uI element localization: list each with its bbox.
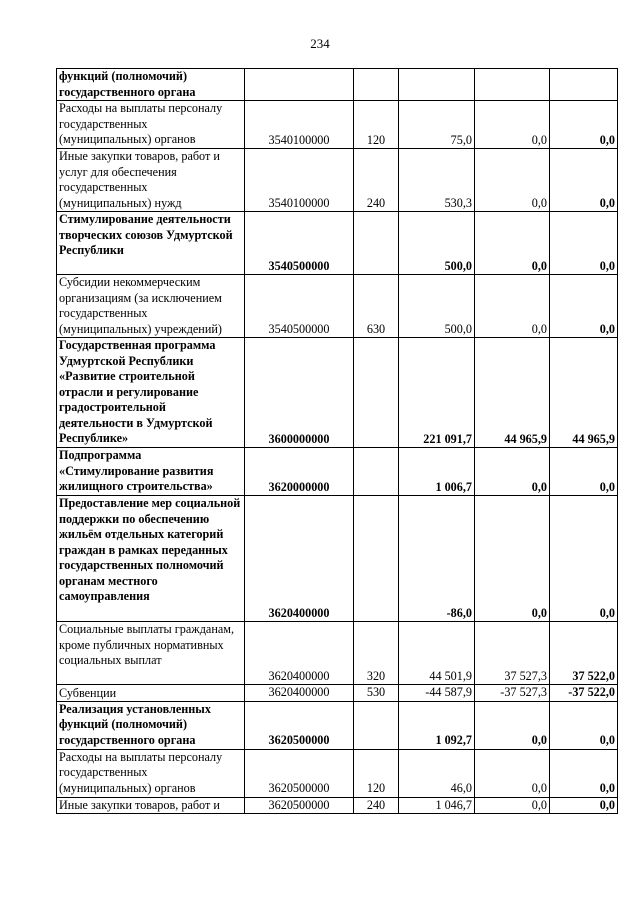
row-type: 530 [354,685,399,702]
row-type: 630 [354,275,399,338]
table-row [57,496,618,622]
row-code: 3540100000 [245,149,354,212]
row-value-1: 44 501,9 [399,622,475,685]
row-type: 120 [354,749,399,797]
row-value-3: -37 522,0 [550,685,618,702]
row-code [245,69,354,101]
row-value-1: 500,0 [399,212,475,275]
row-type [354,701,399,749]
row-value-2: 37 527,3 [475,622,550,685]
row-code: 3620400000 [245,622,354,685]
row-name: функций (полномочий) государственного органа [59,69,196,99]
row-value-3: 44 965,9 [550,338,618,448]
table-row [57,149,618,212]
table-row [57,69,618,101]
row-value-1: -44 587,9 [399,685,475,702]
row-value-3: 0,0 [550,101,618,149]
row-code: 3620400000 [245,496,354,622]
row-type: 120 [354,101,399,149]
row-value-1 [399,69,475,101]
row-value-2: 0,0 [475,149,550,212]
budget-table [56,68,618,814]
row-value-1: 530,3 [399,149,475,212]
row-value-3: 0,0 [550,212,618,275]
table-row [57,212,618,275]
row-value-1: 75,0 [399,101,475,149]
row-value-1: 1 092,7 [399,701,475,749]
table-row [57,338,618,448]
row-value-3: 0,0 [550,275,618,338]
row-code: 3540100000 [245,101,354,149]
row-value-1: 1 006,7 [399,448,475,496]
row-value-2: 0,0 [475,212,550,275]
row-name: Расходы на выплаты персоналу государственных (муниципальных) органов [59,101,223,146]
row-code: 3620400000 [245,685,354,702]
row-type [354,69,399,101]
row-type [354,338,399,448]
row-name: Расходы на выплаты персоналу государственных (муниципальных) органов [59,749,223,795]
row-code: 3540500000 [245,275,354,338]
row-value-1: 221 091,7 [399,338,475,448]
row-type [354,496,399,622]
row-type: 240 [354,797,399,814]
row-value-3: 0,0 [550,701,618,749]
row-value-3: 0,0 [550,496,618,622]
row-name: Стимулирование деятельности творческих союзов Удмуртской Республики [59,212,233,257]
row-name: Государственная программа Удмуртской Республики «Развитие строительной отрасли и регулирование градостроительной деятельности в Удмуртской Республике» [59,338,216,445]
row-code: 3540500000 [245,212,354,275]
row-value-1: 46,0 [399,749,475,797]
row-type: 320 [354,622,399,685]
row-code: 3600000000 [245,338,354,448]
page-number: 234 [310,36,330,51]
row-code: 3620000000 [245,448,354,496]
table-row [57,101,618,149]
row-type [354,212,399,275]
table-row [57,685,618,702]
row-value-2: 0,0 [475,101,550,149]
row-value-2: 0,0 [475,749,550,797]
row-value-3: 0,0 [550,448,618,496]
table-row [57,448,618,496]
row-code: 3620500000 [245,749,354,797]
row-name: Субвенции [59,685,117,700]
row-value-1: -86,0 [399,496,475,622]
row-value-1: 1 046,7 [399,797,475,814]
row-value-2: 0,0 [475,275,550,338]
row-name: Реализация установленных функций (полномочий) государственного органа [59,701,211,747]
row-type: 240 [354,149,399,212]
row-value-3: 37 522,0 [550,622,618,685]
row-name: Иные закупки товаров, работ и услуг для обеспечения государственных (муниципальных) нужд [59,149,220,210]
row-value-1: 500,0 [399,275,475,338]
row-type [354,448,399,496]
row-name: Социальные выплаты гражданам, кроме публичных нормативных социальных выплат [59,622,235,667]
row-value-2 [475,69,550,101]
row-value-3: 0,0 [550,749,618,797]
table-row [57,701,618,749]
row-name: Подпрограмма «Стимулирование развития жилищного строительства» [59,448,214,493]
row-name: Предоставление мер социальной поддержки по обеспечению жильём отдельных категорий граждан в рамках переданных государственных полномочий органам местного самоуправления [59,496,241,603]
row-name: Субсидии некоммерческим организациям (за исключением государственных (муниципальных) учреждений) [59,275,222,336]
table-row [57,622,618,685]
row-value-2: 0,0 [475,701,550,749]
row-value-2: 0,0 [475,448,550,496]
row-name: Иные закупки товаров, работ и [59,798,220,812]
row-value-2: 0,0 [475,797,550,814]
row-value-3 [550,69,618,101]
row-value-3: 0,0 [550,797,618,814]
row-code: 3620500000 [245,701,354,749]
table-row [57,797,618,814]
row-code: 3620500000 [245,797,354,814]
table-row [57,275,618,338]
row-value-3: 0,0 [550,149,618,212]
row-value-2: 44 965,9 [475,338,550,448]
row-value-2: 0,0 [475,496,550,622]
row-value-2: -37 527,3 [475,685,550,702]
table-row [57,749,618,797]
